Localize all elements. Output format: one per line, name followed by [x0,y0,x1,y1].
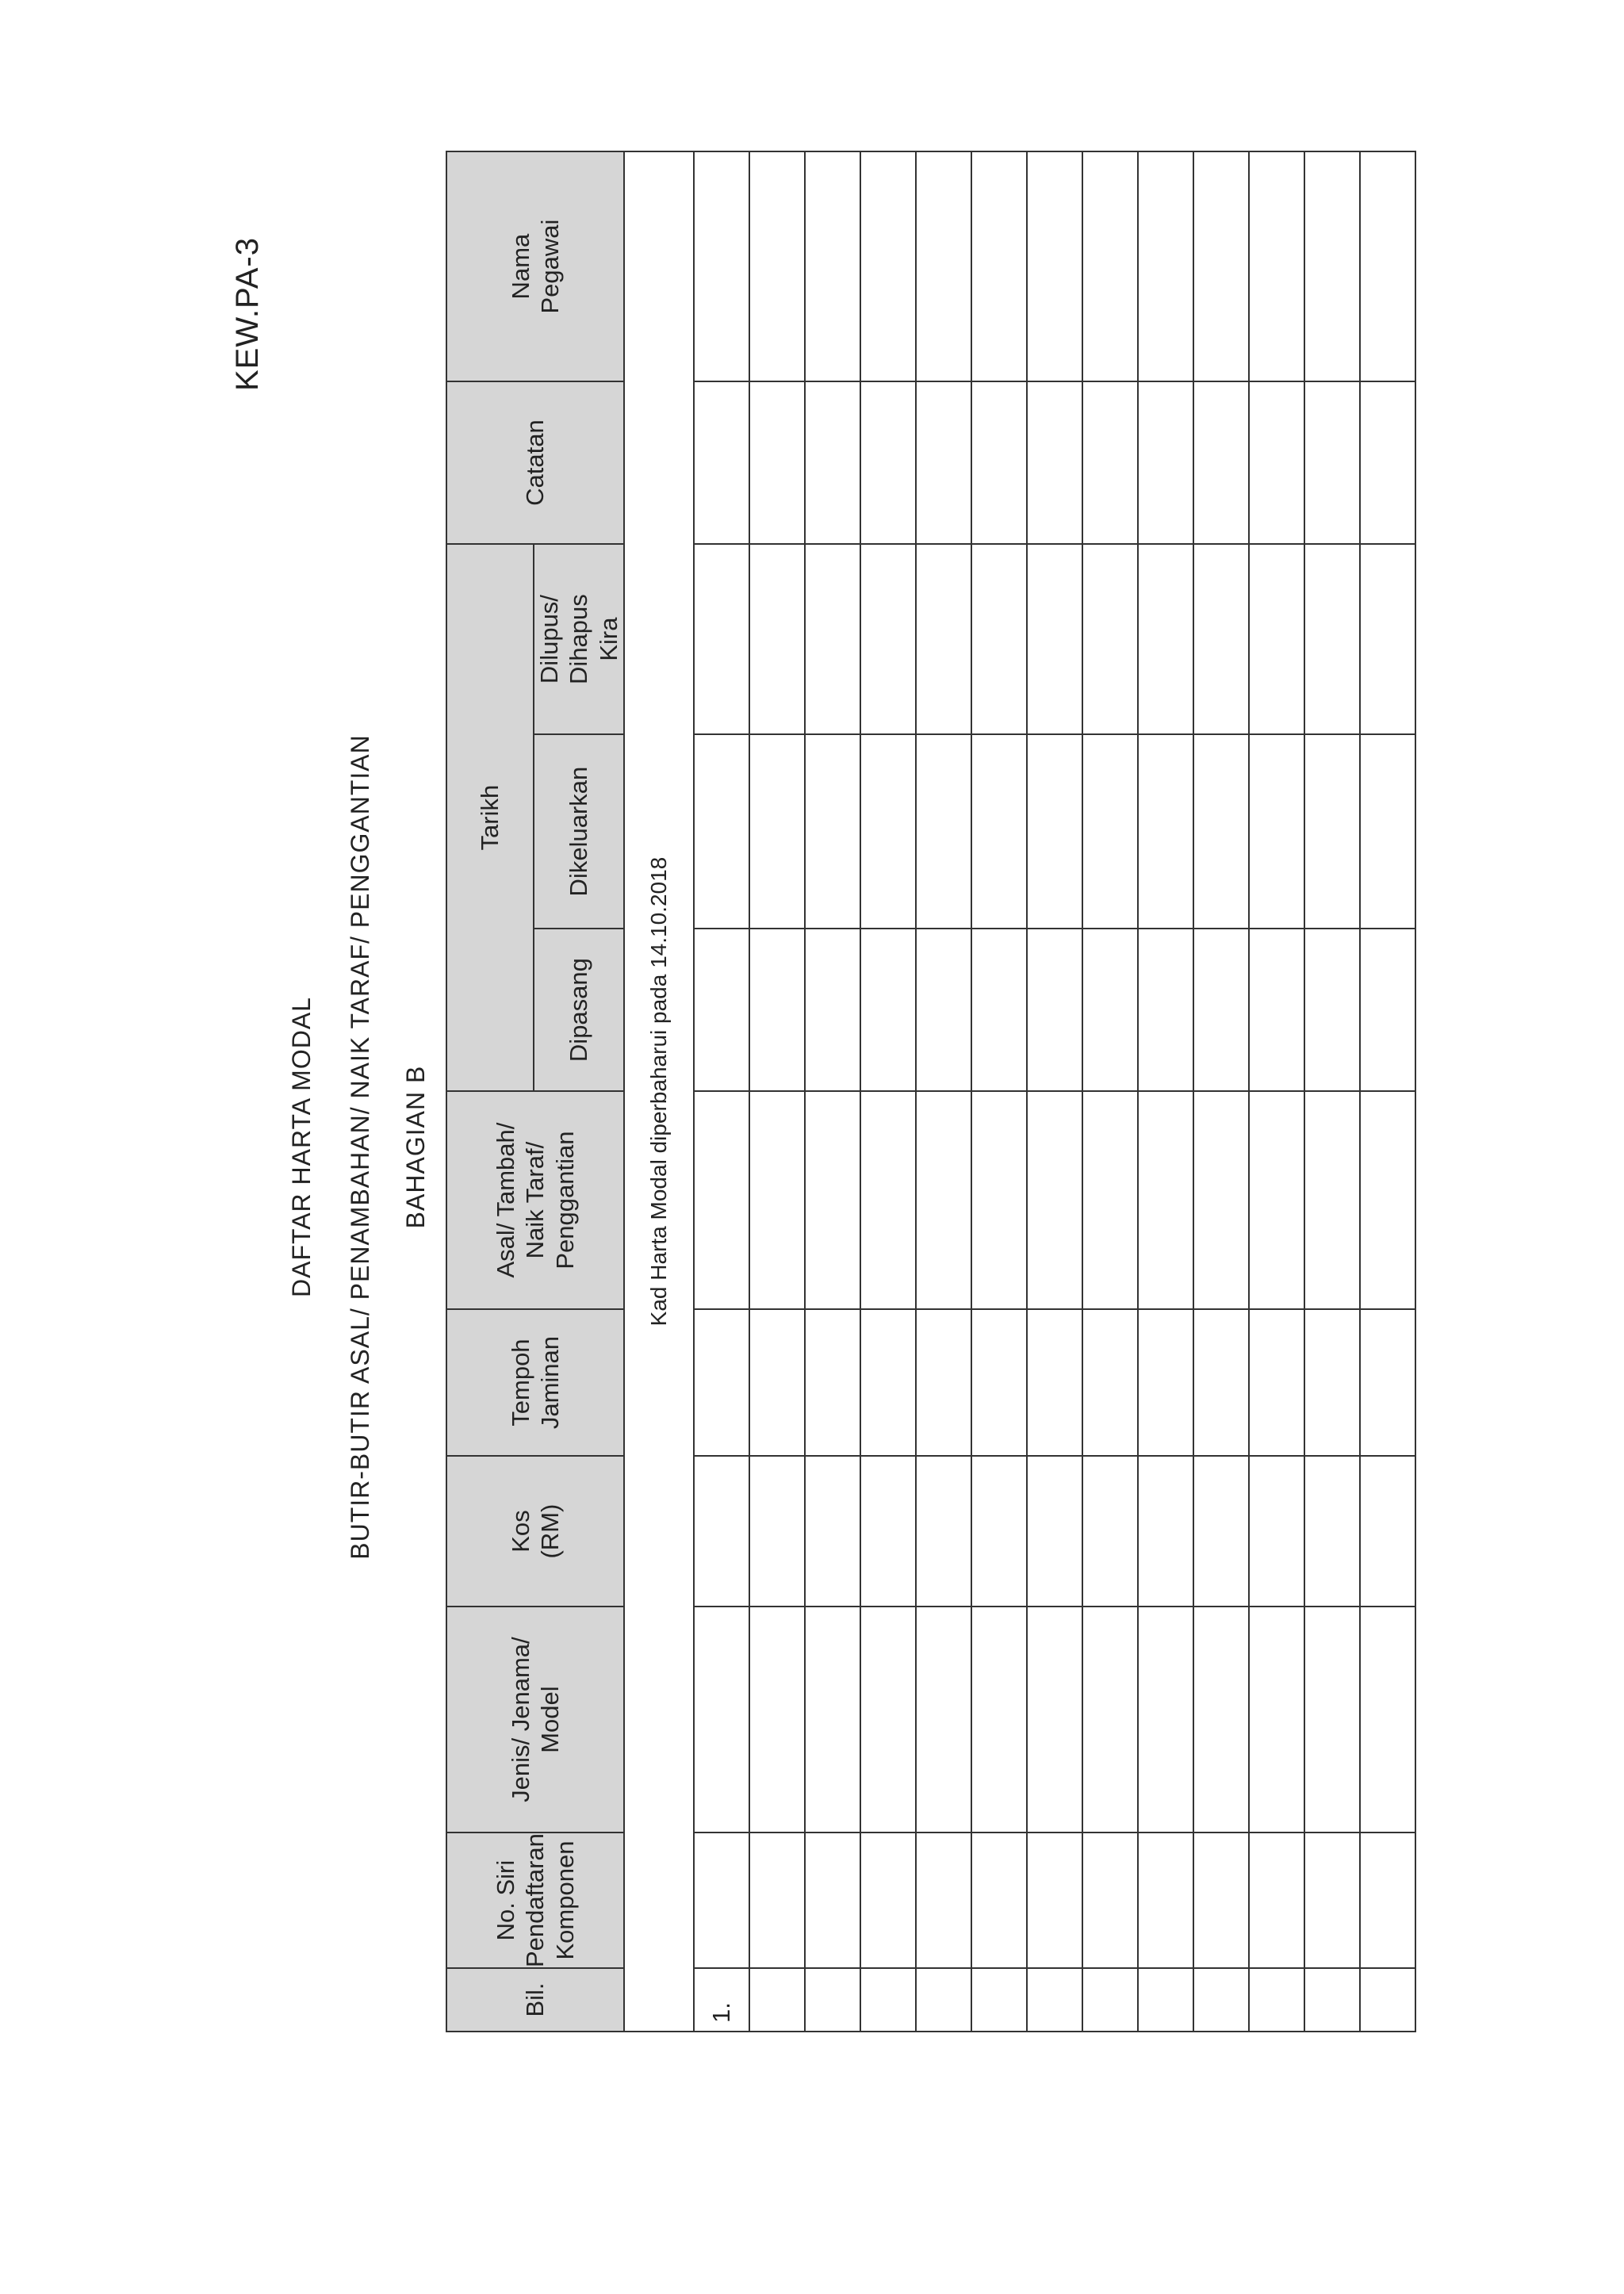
document-title: DAFTAR HARTA MODAL [287,997,316,1297]
header-jenis: Jenis/ Jenama/ Model [446,1607,624,1833]
table-row [749,151,805,2032]
header-no-siri: No. Siri Pendaftaran Komponen [446,1833,624,1968]
renewal-note: Kad Harta Modal diperbaharui pada 14.10.2018 [624,151,694,2032]
header-dipasang: Dipasang [534,929,624,1091]
header-nama-pegawai: Nama Pegawai [446,151,624,381]
header-kos: Kos (RM) [446,1456,624,1607]
table-row [860,151,916,2032]
table-row [1082,151,1138,2032]
form-code: KEW.PA-3 [230,237,265,391]
table-row [1193,151,1249,2032]
section-heading: BAHAGIAN B [401,1065,430,1229]
table-row [694,151,749,2032]
header-catatan: Catatan [446,381,624,544]
table-row [805,151,860,2032]
header-tarikh: Tarikh [446,544,534,1091]
table-row [1304,151,1360,2032]
header-bil: Bil. [446,1968,624,2032]
table-row [971,151,1027,2032]
header-dilupus: Dilupus/ Dihapus Kira [534,544,624,734]
header-asal: Asal/ Tambah/ Naik Taraf/ Penggantian [446,1091,624,1309]
table-row [1138,151,1193,2032]
table-row [916,151,971,2032]
row-number: 1. [694,1968,749,2032]
header-tempoh: Tempoh Jaminan [446,1309,624,1456]
header-dikeluarkan: Dikeluarkan [534,734,624,929]
table-row [1249,151,1304,2032]
table-row [1360,151,1415,2032]
table-row [1027,151,1082,2032]
document-subtitle: BUTIR-BUTIR ASAL/ PENAMBAHAN/ NAIK TARAF/ PENGGANTIAN [346,734,374,1560]
asset-register-table [446,151,1416,2032]
